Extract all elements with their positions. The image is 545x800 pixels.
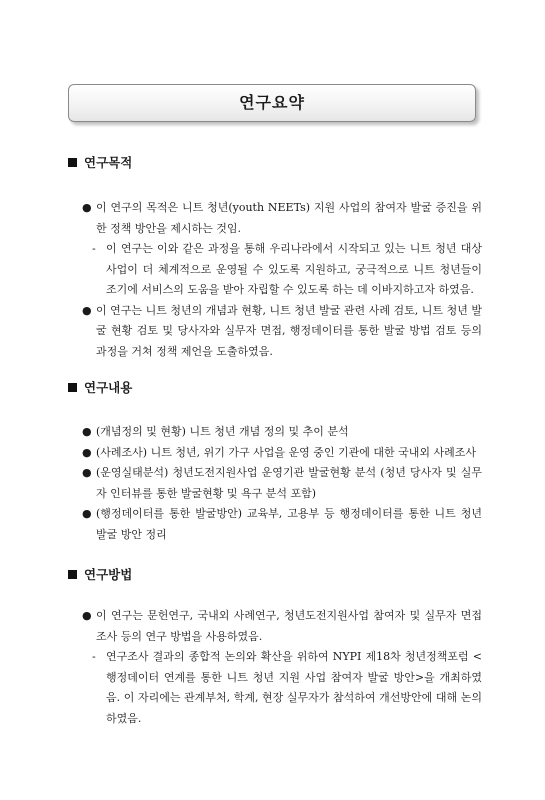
section-heading-text: 연구방법 [84,567,133,582]
dash-icon: - [92,650,96,663]
bullet-icon: ● [82,303,92,317]
square-bullet-icon [68,158,77,167]
dash-icon: - [92,242,96,255]
square-bullet-icon [68,383,77,392]
list-item-text: (사례조사) 니트 청년, 위기 가구 사업을 운영 중인 기관에 대한 국내외 사례조사 [96,445,476,459]
list-item [82,504,482,545]
bullet-icon: ● [82,201,92,214]
bullet-icon: ● [82,466,92,479]
page-title: 연구요약 [68,84,476,122]
bullet-icon: ● [82,507,92,520]
section-body-method [82,606,482,729]
section-heading-text: 연구목적 [84,155,133,170]
list-item [82,198,482,239]
list-item-text: (행정데이터를 통한 발굴방안) 교육부, 고용부 등 행정데이터를 통한 니트 청년 발굴 방안 정리 [96,507,482,541]
bullet-icon: ● [82,609,92,622]
list-item [82,422,482,443]
section-heading-method [68,565,132,583]
list-item-text: 이 연구는 니트 청년의 개념과 현황, 니트 청년 발굴 관련 사례 검토, 니트 청년 발굴 현황 검토 및 당사자와 실무자 면접, 행정데이터를 통한 발굴 방법 검토 등의 과정을 거쳐 정책 제언을 도출하였음. [96,303,482,358]
list-item [82,463,482,504]
section-body-purpose [82,198,482,362]
bullet-icon: ● [82,425,92,438]
list-item [82,443,482,464]
sub-item-text: 이 연구는 이와 같은 과정을 통해 우리나라에서 시작되고 있는 니트 청년 대상 사업이 더 체계적으로 운영될 수 있도록 지원하고, 궁극적으로 니트 청년들이 조기에 서비스의 도움을 받아 자립할 수 있도록 하는 데 이바지하고자 하였음. [106,242,482,296]
bullet-icon: ● [82,445,92,459]
list-item-text: (개념정의 및 현황) 니트 청년 개념 정의 및 추이 분석 [96,425,349,438]
square-bullet-icon [68,570,77,579]
list-item [82,606,482,647]
sub-item [82,239,482,301]
section-heading-text: 연구내용 [84,380,133,395]
list-item-text: 이 연구는 문헌연구, 국내외 사례연구, 청년도전지원사업 참여자 및 실무자 면접조사 등의 연구 방법을 사용하였음. [96,609,482,643]
list-item [82,301,482,363]
section-heading-purpose [68,153,132,171]
sub-item-text: 연구조사 결과의 종합적 논의와 확산을 위하여 NYPI 제18차 청년정책포럼 <행정데이터 연계를 통한 니트 청년 지원 사업 참여자 발굴 방안>을 개최하였음. 이 자리에는 관계부처, 학계, 현장 실무자가 참석하여 개선방안에 대해 논의하였음. [106,650,482,725]
list-item-text: 이 연구의 목적은 니트 청년(youth NEETs) 지원 사업의 참여자 발굴 증진을 위한 정책 방안을 제시하는 것임. [96,201,482,235]
section-body-content [82,422,482,545]
list-item-text: (운영실태분석) 청년도전지원사업 운영기관 발굴현황 분석 (청년 당사자 및 실무자 인터뷰를 통한 발굴현황 및 욕구 분석 포함) [96,466,482,500]
sub-item [82,647,482,729]
section-heading-content [68,378,132,396]
